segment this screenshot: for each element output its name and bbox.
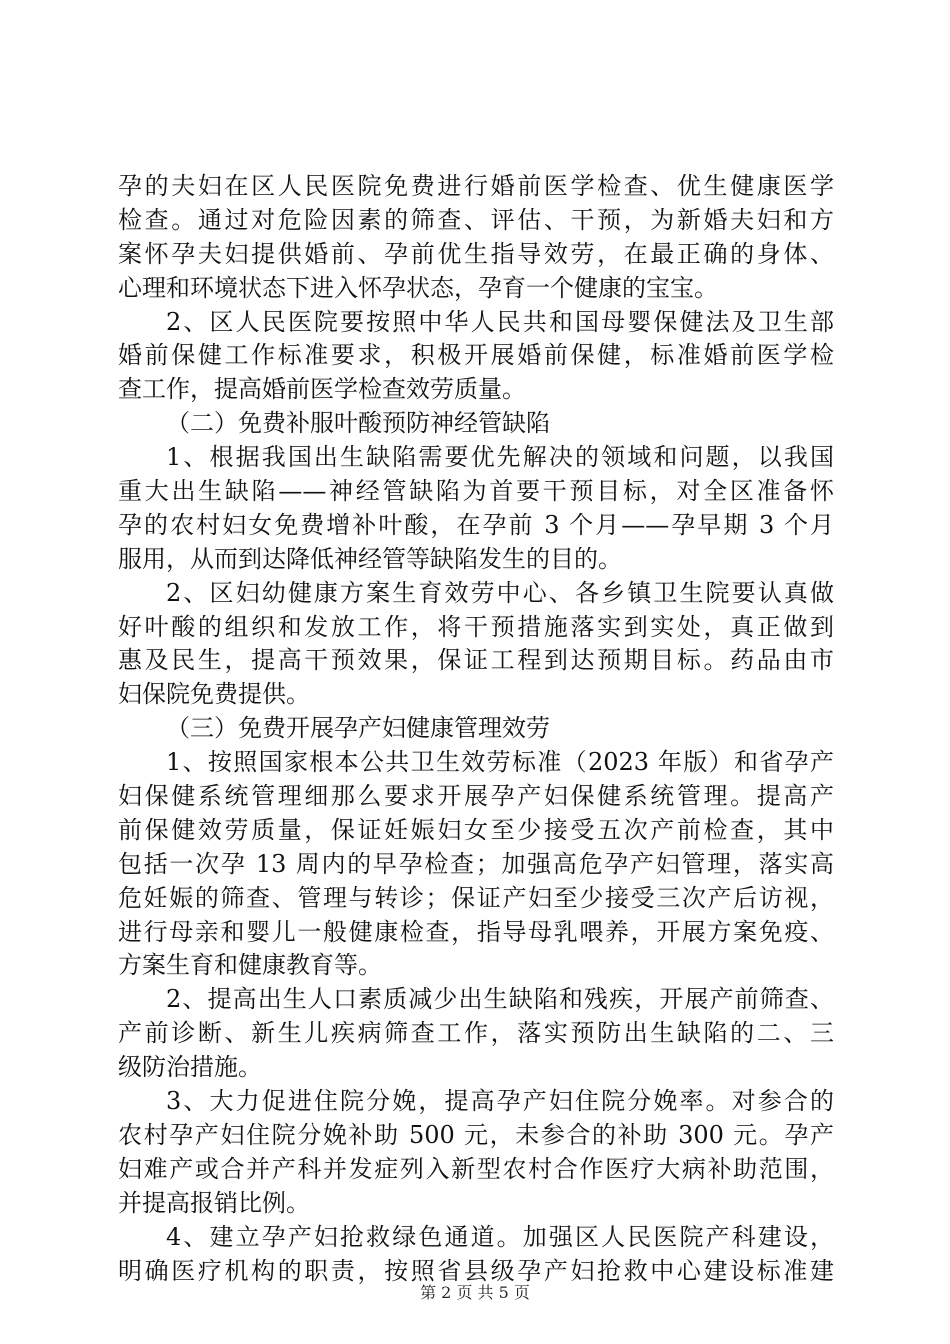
text-line: 1、按照国家根本公共卫生效劳标准（2023 年版）和省孕产	[166, 748, 834, 777]
text-line: 2、区妇幼健康方案生育效劳中心、各乡镇卫生院要认真做	[166, 578, 834, 607]
text-line: （二）免费补服叶酸预防神经管缺陷	[166, 409, 550, 438]
text-line: 4、建立孕产妇抢救绿色通道。加强区人民医院产科建设，	[166, 1222, 834, 1251]
text-line: 级防治措施。	[118, 1053, 262, 1082]
text-line: 进行母亲和婴儿一般健康检查，指导母乳喂养，开展方案免疫、	[118, 917, 834, 946]
text-line: 并提高报销比例。	[118, 1188, 310, 1217]
text-line: 孕的夫妇在区人民医院免费进行婚前医学检查、优生健康医学	[118, 172, 834, 200]
text-line: 明确医疗机构的职责，按照省县级孕产妇抢救中心建设标准建	[118, 1256, 834, 1285]
text-line: 案怀孕夫妇提供婚前、孕前优生指导效劳，在最正确的身体、	[118, 239, 834, 268]
text-line: 产前诊断、新生儿疾病筛查工作，落实预防出生缺陷的二、三	[118, 1019, 834, 1048]
text-line: 包括一次孕 13 周内的早孕检查；加强高危孕产妇管理，落实高	[118, 849, 834, 878]
text-line: 农村孕产妇住院分娩补助 500 元，未参合的补助 300 元。孕产	[118, 1120, 834, 1149]
text-line: 2、区人民医院要按照中华人民共和国母婴保健法及卫生部	[166, 307, 834, 336]
text-line: （三）免费开展孕产妇健康管理效劳	[166, 714, 550, 743]
text-line: 危妊娠的筛查、管理与转诊；保证产妇至少接受三次产后访视，	[118, 883, 834, 912]
text-line: 1、根据我国出生缺陷需要优先解决的领域和问题，以我国	[166, 443, 834, 472]
text-line: 妇难产或合并产科并发症列入新型农村合作医疗大病补助范围，	[118, 1154, 834, 1183]
text-line: 3、大力促进住院分娩，提高孕产妇住院分娩率。对参合的	[166, 1087, 834, 1116]
text-line: 孕的农村妇女免费增补叶酸，在孕前 3 个月——孕早期 3 个月	[118, 510, 834, 539]
text-line: 查工作，提高婚前医学检查效劳质量。	[118, 375, 526, 404]
text-line: 妇保健系统管理细那么要求开展孕产妇保健系统管理。提高产	[118, 782, 834, 811]
document-body	[118, 170, 834, 1288]
text-line: 心理和环境状态下进入怀孕状态，孕育一个健康的宝宝。	[118, 273, 718, 302]
text-line: 方案生育和健康教育等。	[118, 951, 382, 980]
text-line: 好叶酸的组织和发放工作，将干预措施落实到实处，真正做到	[118, 612, 834, 641]
text-line: 重大出生缺陷——神经管缺陷为首要干预目标，对全区准备怀	[118, 477, 834, 506]
text-line: 2、提高出生人口素质减少出生缺陷和残疾，开展产前筛查、	[166, 985, 834, 1014]
page-footer: 第 2 页 共 5 页	[420, 1283, 530, 1302]
text-line: 婚前保健工作标准要求，积极开展婚前保健，标准婚前医学检	[118, 341, 834, 370]
text-line: 惠及民生，提高干预效果，保证工程到达预期目标。药品由市	[118, 646, 834, 675]
text-line: 前保健效劳质量，保证妊娠妇女至少接受五次产前检查，其中	[118, 815, 834, 844]
text-line: 服用，从而到达降低神经管等缺陷发生的目的。	[118, 544, 622, 573]
text-line: 妇保院免费提供。	[118, 680, 310, 709]
text-line: 检查。通过对危险因素的筛查、评估、干预，为新婚夫妇和方	[118, 205, 834, 234]
